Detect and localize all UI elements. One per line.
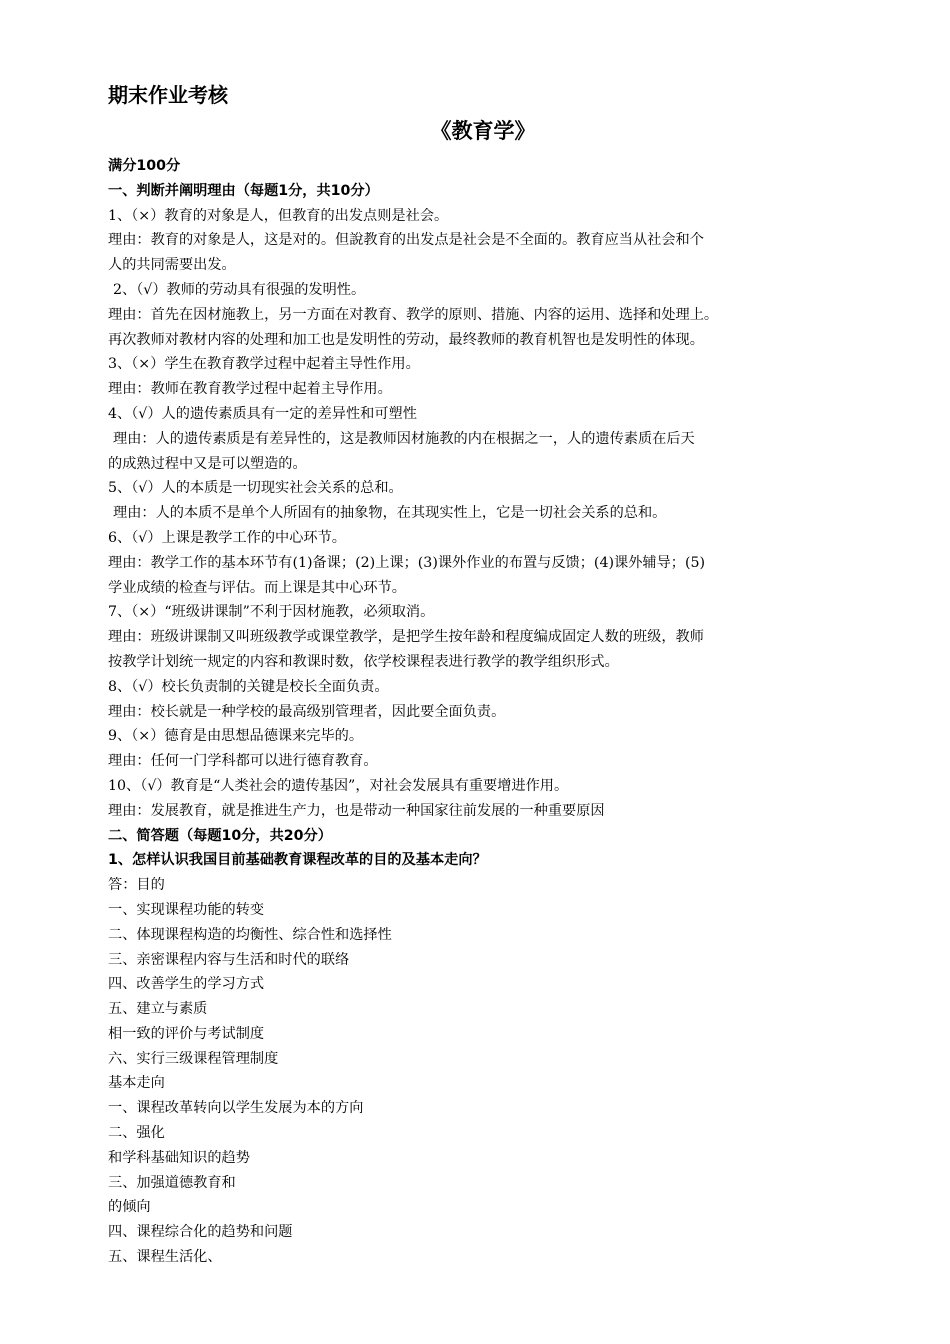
section-2-question-1: 1、怎样认识我国目前基础教育课程改革的目的及基本走向？ [108,852,487,869]
reason-4b: 的成熟过程中又是可以塑造的。 [108,455,307,472]
section-2-heading: 二、简答题（每题10分，共20分） [108,827,332,844]
question-9: 9、（×）德育是由思想品德课来完毕的。 [108,728,364,745]
document-body [108,80,858,1270]
goal-5b: 相一致的评价与考试制度 [108,1025,265,1042]
reason-7b: 按教学计划统一规定的内容和教课时数，依学校课程表进行教学的教学组织形式。 [108,653,619,670]
answer-label: 答：目的 [108,877,165,894]
question-5: 5、（√）人的本质是一切现实社会关系的总和。 [108,480,403,497]
reason-4a: 理由：人的遗传素质是有差异性的，这是教师因材施教的内在根据之一，人的遗传素质在后天 [113,430,695,447]
reason-9: 理由：任何一门学科都可以进行德育教育。 [108,753,378,770]
direction-5: 五、课程生活化、 [108,1249,222,1266]
goal-1: 一、实现课程功能的转变 [108,901,265,918]
reason-3: 理由：教师在教育教学过程中起着主导作用。 [108,381,392,398]
direction-1: 一、课程改革转向以学生发展为本的方向 [108,1100,364,1117]
score-line: 满分100分 [108,158,181,174]
question-3: 3、（×）学生在教育教学过程中起着主导性作用。 [108,356,420,373]
reason-7a: 理由：班级讲课制又叫班级教学或课堂教学，是把学生按年龄和程度编成固定人数的班级，教师 [108,629,704,646]
direction-3b: 的倾向 [108,1199,151,1216]
question-8: 8、（√）校长负责制的关键是校长全面负责。 [108,678,389,695]
question-1: 1、（×）教育的对象是人，但教育的出发点则是社会。 [108,207,449,224]
reason-6b: 学业成绩的检查与评估。而上课是其中心环节。 [108,579,406,596]
direction-3a: 三、加强道德教育和 [108,1174,236,1191]
reason-8: 理由：校长就是一种学校的最高级别管理者，因此要全面负责。 [108,703,506,720]
goal-3: 三、亲密课程内容与生活和时代的联络 [108,951,350,968]
direction-2a: 二、强化 [108,1125,165,1142]
question-2: 2、（√）教师的劳动具有很强的发明性。 [113,281,366,298]
goal-5a: 五、建立与素质 [108,1001,208,1018]
document-heading: 期末作业考核 [108,83,228,107]
direction-4: 四、课程综合化的趋势和问题 [108,1224,293,1241]
reason-2b: 再次教师对教材内容的处理和加工也是发明性的劳动，最终教师的教育机智也是发明性的体现。 [108,331,704,348]
reason-5: 理由：人的本质不是单个人所固有的抽象物，在其现实性上，它是一切社会关系的总和。 [113,505,667,522]
question-10: 10、（√）教育是“人类社会的遗传基因”，对社会发展具有重要增进作用。 [108,777,569,794]
reason-1a: 理由：教育的对象是人，这是对的。但說教育的出发点是社会是不全面的。教育应当从社会和个 [108,232,704,249]
question-6: 6、（√）上课是教学工作的中心环节。 [108,529,346,546]
reason-10: 理由：发展教育，就是推进生产力，也是带动一种国家往前发展的一种重要原因 [108,802,605,819]
question-7: 7、（×）“班级讲课制”不利于因材施教，必须取消。 [108,604,435,621]
goal-2: 二、体现课程构造的均衡性、综合性和选择性 [108,926,392,943]
goal-6: 六、实行三级课程管理制度 [108,1050,279,1067]
reason-1b: 人的共同需要出发。 [108,257,236,274]
section-1-heading: 一、判断并阐明理由（每题1分，共10分） [108,182,379,199]
direction-2b: 和学科基础知识的趋势 [108,1149,250,1166]
reason-2a: 理由：首先在因材施教上，另一方面在对教育、教学的原则、措施、内容的运用、选择和处理上。 [108,306,719,323]
question-4: 4、（√）人的遗传素质具有一定的差异性和可塑性 [108,405,417,422]
goal-4: 四、改善学生的学习方式 [108,976,265,993]
direction-label: 基本走向 [108,1075,165,1092]
document-title: 《教育学》 [430,119,536,143]
reason-6a: 理由：教学工作的基本环节有(1)备课；(2)上课；(3)课外作业的布置与反馈；(4)课外辅导；(5) [108,554,706,571]
